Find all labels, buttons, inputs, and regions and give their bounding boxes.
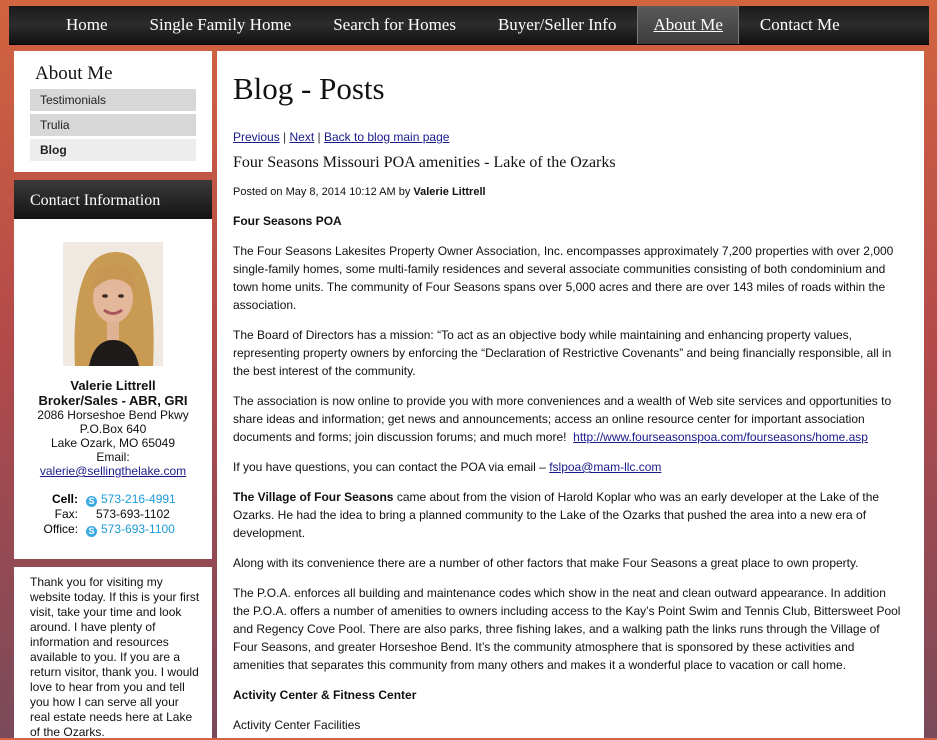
- agent-credentials: Broker/Sales - ABR, GRI: [38, 393, 188, 408]
- email-label: Email:: [96, 450, 130, 464]
- paragraph-text: came about from the vision of Harold Koplar who was an early developer at the Lake of the Ozarks. He had the idea to bring a planned community to the Lake of the Ozarks that pushed the area into a new era of development.: [233, 490, 880, 540]
- phone-row-cell: [14, 492, 212, 507]
- agent-city: Lake Ozark, MO 65049: [50, 436, 176, 450]
- paragraph: [233, 392, 903, 446]
- nav-about-me[interactable]: About Me: [637, 6, 738, 44]
- nav-separator: |: [317, 130, 321, 144]
- office-label: Office:: [43, 521, 78, 536]
- about-me-title: About Me: [35, 63, 113, 84]
- phone-list: [14, 492, 212, 537]
- agent-email-link[interactable]: valerie@sellingthelake.com: [39, 464, 187, 478]
- top-nav: [9, 6, 929, 45]
- agent-address-line2: P.O.Box 640: [79, 422, 147, 436]
- office-phone[interactable]: [86, 522, 175, 537]
- sidebar-item-trulia[interactable]: Trulia: [30, 114, 196, 136]
- paragraph: Along with its convenience there are a number of other factors that make Four Seasons a great place to own property.: [233, 556, 859, 570]
- skype-icon: S: [86, 496, 97, 507]
- post-title: Four Seasons Missouri POA amenities - Lake of the Ozarks: [233, 154, 616, 171]
- phone-row-fax: [14, 507, 212, 522]
- paragraph: The Board of Directors has a mission: “To act as an objective body while maintaining and enhancing property values, representing property owners by enforcing the “Declaration of Restrictive Covenants” and being financially responsible, all in the best interest of the community.: [233, 328, 892, 378]
- paragraph-text: If you have questions, you can contact the POA via email –: [233, 460, 546, 474]
- posted-date: Posted on May 8, 2014 10:12 AM by: [233, 186, 411, 198]
- skype-icon: S: [86, 526, 97, 537]
- nav-home[interactable]: Home: [66, 15, 108, 34]
- about-me-box: [14, 51, 212, 172]
- section-heading: Activity Center & Fitness Center: [233, 688, 417, 702]
- nav-search-for-homes[interactable]: Search for Homes: [333, 15, 456, 34]
- paragraph-text: The association is now online to provide you with more conveniences and a wealth of Web site services and opportunities to share ideas and information; get news and announcements; access an online resource center for important association documents and forms; join discussion forums; and much more!: [233, 394, 892, 444]
- poa-website-link[interactable]: http://www.fourseasonspoa.com/fourseasons/home.asp: [573, 430, 868, 444]
- fax-number: 573-693-1102: [96, 507, 170, 521]
- cell-label: Cell:: [51, 492, 78, 506]
- office-number[interactable]: 573-693-1100: [101, 521, 175, 536]
- poa-email-link[interactable]: fslpoa@mam-llc.com: [549, 460, 662, 474]
- sidebar-item-blog[interactable]: Blog: [30, 139, 196, 161]
- phone-row-office: [14, 522, 212, 537]
- nav-contact-me[interactable]: Contact Me: [759, 15, 840, 34]
- section-heading: Four Seasons POA: [233, 214, 342, 228]
- nav-separator: |: [283, 130, 287, 144]
- post-navigation: [233, 130, 903, 144]
- paragraph: Activity Center Facilities: [233, 718, 361, 732]
- cell-number[interactable]: 573-216-4991: [101, 492, 176, 506]
- paragraph: The P.O.A. enforces all building and maintenance codes which show in the neat and clean outward appearance. In addition the P.O.A. offers a number of amenities to owners including access to the Kay’s Point Swim and Tennis Club, Bittersweet Pool and Regency Cove Pool. There are also parks, three fishing lakes, and a walking path the links runs through the Village of Four Seasons, and greater Horseshoe Bend. It’s the community atmosphere that is sponsored by these activities and amenities that separates this community from many others and makes it a wonderful place to vacation or call home.: [233, 586, 901, 672]
- agent-contact-details: [14, 378, 212, 478]
- page-title: Blog - Posts: [233, 71, 385, 106]
- post-meta: [233, 186, 903, 198]
- paragraph: The Four Seasons Lakesites Property Owner Association, Inc. encompasses approximately 7,200 properties with over 2,000 single-family homes, some multi-family residences and several associate communities consisting of both condominium and town home units. The community of Four Seasons spans over 5,000 acres and there are over 143 miles of roads within the association.: [233, 244, 894, 312]
- welcome-box: [14, 567, 212, 738]
- contact-info-box: [14, 180, 212, 559]
- paragraph: [233, 458, 903, 476]
- contact-info-title: Contact Information: [14, 180, 212, 219]
- welcome-text: Thank you for visiting my website today. If this is your first visit, take your time and look around. I have plenty of information and resources available to you. If you are a return visitor, thank you. I would love to hear from you and tell you how I can serve all your real estate needs here at Lake of the Ozarks.: [30, 575, 200, 739]
- next-link[interactable]: Next: [289, 130, 315, 144]
- nav-buyer-seller-info[interactable]: Buyer/Seller Info: [497, 15, 617, 34]
- agent-name: Valerie Littrell: [70, 378, 156, 393]
- paragraph: [233, 488, 903, 542]
- previous-link[interactable]: Previous: [233, 130, 280, 144]
- fax-label: Fax:: [54, 507, 78, 521]
- paragraph-bold-lead: The Village of Four Seasons: [233, 490, 394, 504]
- agent-photo: [63, 242, 163, 366]
- back-to-blog-link[interactable]: Back to blog main page: [324, 130, 450, 144]
- agent-address-line1: 2086 Horseshoe Bend Pkwy: [37, 408, 189, 422]
- nav-single-family-home[interactable]: Single Family Home: [149, 15, 292, 34]
- sidebar-item-testimonials[interactable]: Testimonials: [30, 89, 196, 111]
- main-content: [217, 51, 924, 738]
- cell-phone[interactable]: [86, 492, 176, 507]
- post-author: Valerie Littrell: [413, 186, 486, 198]
